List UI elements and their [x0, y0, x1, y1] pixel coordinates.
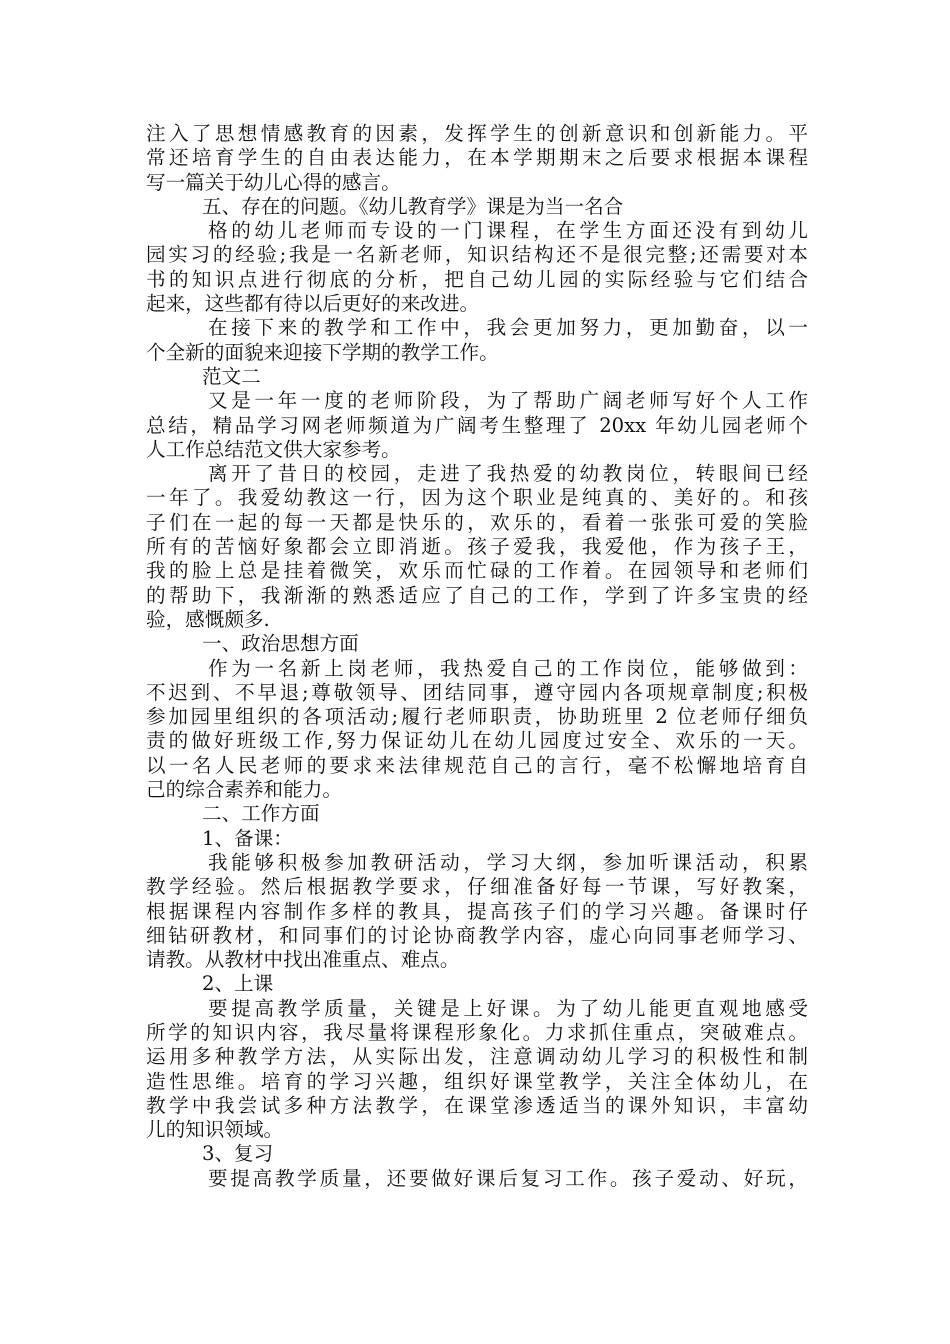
text-line: 范文二 — [202, 364, 261, 388]
text-line: 人工作总结范文供大家参考。 — [146, 437, 401, 461]
text-line: 二、工作方面 — [202, 802, 320, 826]
text-line: 儿的知识领域。 — [146, 1118, 284, 1142]
text-line: 要提高教学质量，关键是上好课。为了幼儿能更直观地感受 — [208, 996, 808, 1020]
text-line: 己的综合素养和能力。 — [146, 778, 342, 802]
text-line: 我能够积极参加教研活动，学习大纲，参加听课活动，积累 — [208, 850, 808, 874]
text-line: 常还培育学生的自由表达能力，在本学期期末之后要求根据本课程 — [146, 146, 808, 170]
text-line: 子们在一起的每一天都是快乐的，欢乐的，看着一张张可爱的笑脸 — [146, 510, 808, 534]
text-line: 作为一名新上岗老师，我热爱自己的工作岗位，能够做到： — [208, 656, 808, 680]
text-line: 3、复习 — [202, 1142, 274, 1166]
text-line: 我的脸上总是挂着微笑，欢乐而忙碌的工作着。在园领导和老师们 — [146, 559, 808, 583]
text-line: 书的知识点进行彻底的分析，把自己幼儿园的实际经验与它们结合 — [146, 267, 808, 291]
document-body — [146, 122, 808, 1191]
text-line: 参加园里组织的各项活动;履行老师职责，协助班里 2 位老师仔细负 — [146, 705, 808, 729]
text-line: 不迟到、不早退;尊敬领导、团结同事，遵守园内各项规章制度;积极 — [146, 680, 808, 704]
text-line: 以一名人民老师的要求来法律规范自己的言行，毫不松懈地培育自 — [146, 753, 808, 777]
text-line: 验，感慨颇多. — [146, 607, 270, 631]
text-line: 个全新的面貌来迎接下学期的教学工作。 — [146, 340, 499, 364]
text-line: 离开了昔日的校园，走进了我热爱的幼教岗位，转眼间已经 — [208, 462, 808, 486]
text-line: 责的做好班级工作,努力保证幼儿在幼儿园度过安全、欢乐的一天。 — [146, 729, 808, 753]
text-line: 造性思维。培育的学习兴趣，组织好课堂教学，关注全体幼儿，在 — [146, 1069, 808, 1093]
text-line: 在接下来的教学和工作中，我会更加努力，更加勤奋，以一 — [208, 316, 808, 340]
text-line: 教学经验。然后根据教学要求，仔细准备好每一节课，写好教案， — [146, 875, 808, 899]
text-line: 1、备课： — [202, 826, 293, 850]
text-line: 所有的苦恼好象都会立即消逝。孩子爱我，我爱他，作为孩子王， — [146, 535, 808, 559]
text-line: 要提高教学质量，还要做好课后复习工作。孩子爱动、好玩， — [208, 1166, 808, 1190]
text-line: 细钻研教材，和同事们的讨论协商教学内容，虚心向同事老师学习、 — [146, 923, 808, 947]
text-line: 又是一年一度的老师阶段，为了帮助广阔老师写好个人工作 — [208, 389, 808, 413]
text-line: 根据课程内容制作多样的教具，提高孩子们的学习兴趣。备课时仔 — [146, 899, 808, 923]
text-line: 所学的知识内容，我尽量将课程形象化。力求抓住重点，突破难点。 — [146, 1020, 808, 1044]
text-line: 2、上课 — [202, 972, 274, 996]
text-line: 写一篇关于幼儿心得的感言。 — [146, 170, 401, 194]
text-line: 五、存在的问题。《幼儿教育学》课是为当一名合 — [202, 194, 624, 218]
text-line: 运用多种教学方法，从实际出发，注意调动幼儿学习的积极性和制 — [146, 1045, 808, 1069]
text-line: 的帮助下，我渐渐的熟悉适应了自己的工作，学到了许多宝贵的经 — [146, 583, 808, 607]
text-line: 请教。从教材中找出准重点、难点。 — [146, 948, 460, 972]
text-line: 园实习的经验;我是一名新老师，知识结构还不是很完整;还需要对本 — [146, 243, 808, 267]
text-line: 起来，这些都有待以后更好的来改进。 — [146, 292, 480, 316]
text-line: 总结，精品学习网老师频道为广阔考生整理了 20xx 年幼儿园老师个 — [146, 413, 808, 437]
text-line: 教学中我尝试多种方法教学，在课堂渗透适当的课外知识，丰富幼 — [146, 1093, 808, 1117]
text-line: 格的幼儿老师而专设的一门课程，在学生方面还没有到幼儿 — [208, 219, 808, 243]
text-line: 注入了思想情感教育的因素，发挥学生的创新意识和创新能力。平 — [146, 122, 808, 145]
text-line: 一年了。我爱幼教这一行，因为这个职业是纯真的、美好的。和孩 — [146, 486, 808, 510]
text-line: 一、政治思想方面 — [202, 632, 359, 656]
